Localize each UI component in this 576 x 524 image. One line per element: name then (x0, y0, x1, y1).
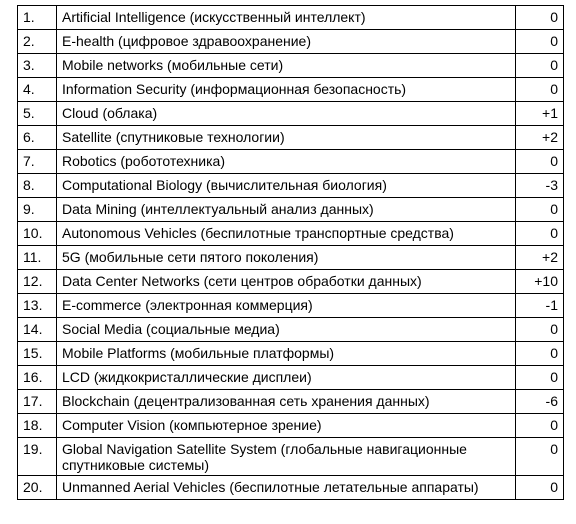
topics-table-body (18, 6, 564, 500)
topic-name: LCD (жидкокристаллические дисплеи) (57, 366, 516, 390)
topic-name: Robotics (робототехника) (57, 150, 516, 174)
topic-change-value: 0 (516, 150, 564, 174)
topic-name: Data Center Networks (сети центров обработки данных) (57, 270, 516, 294)
row-number: 14. (18, 318, 57, 342)
topic-name: E-commerce (электронная коммерция) (57, 294, 516, 318)
topic-name: Social Media (социальные медиа) (57, 318, 516, 342)
topic-name: E-health (цифровое здравоохранение) (57, 30, 516, 54)
topic-change-value: +2 (516, 246, 564, 270)
table-row (18, 342, 564, 366)
topic-change-value: 0 (516, 342, 564, 366)
row-number: 13. (18, 294, 57, 318)
topic-change-value: 0 (516, 198, 564, 222)
topic-change-value: 0 (516, 318, 564, 342)
topic-change-value: 0 (516, 366, 564, 390)
topic-change-value: 0 (516, 438, 564, 476)
topic-name: Computer Vision (компьютерное зрение) (57, 414, 516, 438)
topic-change-value: 0 (516, 414, 564, 438)
topic-name: Autonomous Vehicles (беспилотные транспортные средства) (57, 222, 516, 246)
table-row (18, 414, 564, 438)
topic-change-value: +2 (516, 126, 564, 150)
row-number: 8. (18, 174, 57, 198)
topic-name: Blockchain (децентрализованная сеть хранения данных) (57, 390, 516, 414)
topic-change-value: -3 (516, 174, 564, 198)
topic-change-value: 0 (516, 54, 564, 78)
table-row (18, 438, 564, 476)
table-row (18, 150, 564, 174)
topic-change-value: 0 (516, 30, 564, 54)
row-number: 6. (18, 126, 57, 150)
row-number: 2. (18, 30, 57, 54)
topic-change-value: 0 (516, 6, 564, 30)
row-number: 10. (18, 222, 57, 246)
row-number: 15. (18, 342, 57, 366)
row-number: 12. (18, 270, 57, 294)
topic-name: Computational Biology (вычислительная биология) (57, 174, 516, 198)
table-row (18, 102, 564, 126)
row-number: 19. (18, 438, 57, 476)
row-number: 11. (18, 246, 57, 270)
topic-name: Satellite (спутниковые технологии) (57, 126, 516, 150)
table-row (18, 318, 564, 342)
table-row (18, 126, 564, 150)
row-number: 7. (18, 150, 57, 174)
row-number: 16. (18, 366, 57, 390)
row-number: 9. (18, 198, 57, 222)
topic-change-value: -6 (516, 390, 564, 414)
topic-name: Artificial Intelligence (искусственный интеллект) (57, 6, 516, 30)
topic-name: Mobile networks (мобильные сети) (57, 54, 516, 78)
row-number: 3. (18, 54, 57, 78)
topics-table (17, 5, 564, 500)
table-row (18, 476, 564, 500)
topic-name: Information Security (информационная безопасность) (57, 78, 516, 102)
table-row (18, 78, 564, 102)
topic-change-value: +1 (516, 102, 564, 126)
row-number: 20. (18, 476, 57, 500)
topic-change-value: 0 (516, 78, 564, 102)
table-row (18, 174, 564, 198)
topic-change-value: -1 (516, 294, 564, 318)
table-row (18, 246, 564, 270)
topic-name: Cloud (облака) (57, 102, 516, 126)
topic-name: Global Navigation Satellite System (глобальные навигационные спутниковые системы) (57, 438, 516, 476)
topic-change-value: 0 (516, 222, 564, 246)
table-row (18, 294, 564, 318)
table-row (18, 6, 564, 30)
topic-name: Data Mining (интеллектуальный анализ данных) (57, 198, 516, 222)
row-number: 5. (18, 102, 57, 126)
table-row (18, 390, 564, 414)
table-row (18, 222, 564, 246)
table-row (18, 30, 564, 54)
table-row (18, 366, 564, 390)
row-number: 18. (18, 414, 57, 438)
table-row (18, 54, 564, 78)
row-number: 1. (18, 6, 57, 30)
row-number: 17. (18, 390, 57, 414)
topic-name: Mobile Platforms (мобильные платформы) (57, 342, 516, 366)
topic-name: 5G (мобильные сети пятого поколения) (57, 246, 516, 270)
topic-name: Unmanned Aerial Vehicles (беспилотные летательные аппараты) (57, 476, 516, 500)
topic-change-value: +10 (516, 270, 564, 294)
table-row (18, 270, 564, 294)
table-row (18, 198, 564, 222)
topic-change-value: 0 (516, 476, 564, 500)
row-number: 4. (18, 78, 57, 102)
